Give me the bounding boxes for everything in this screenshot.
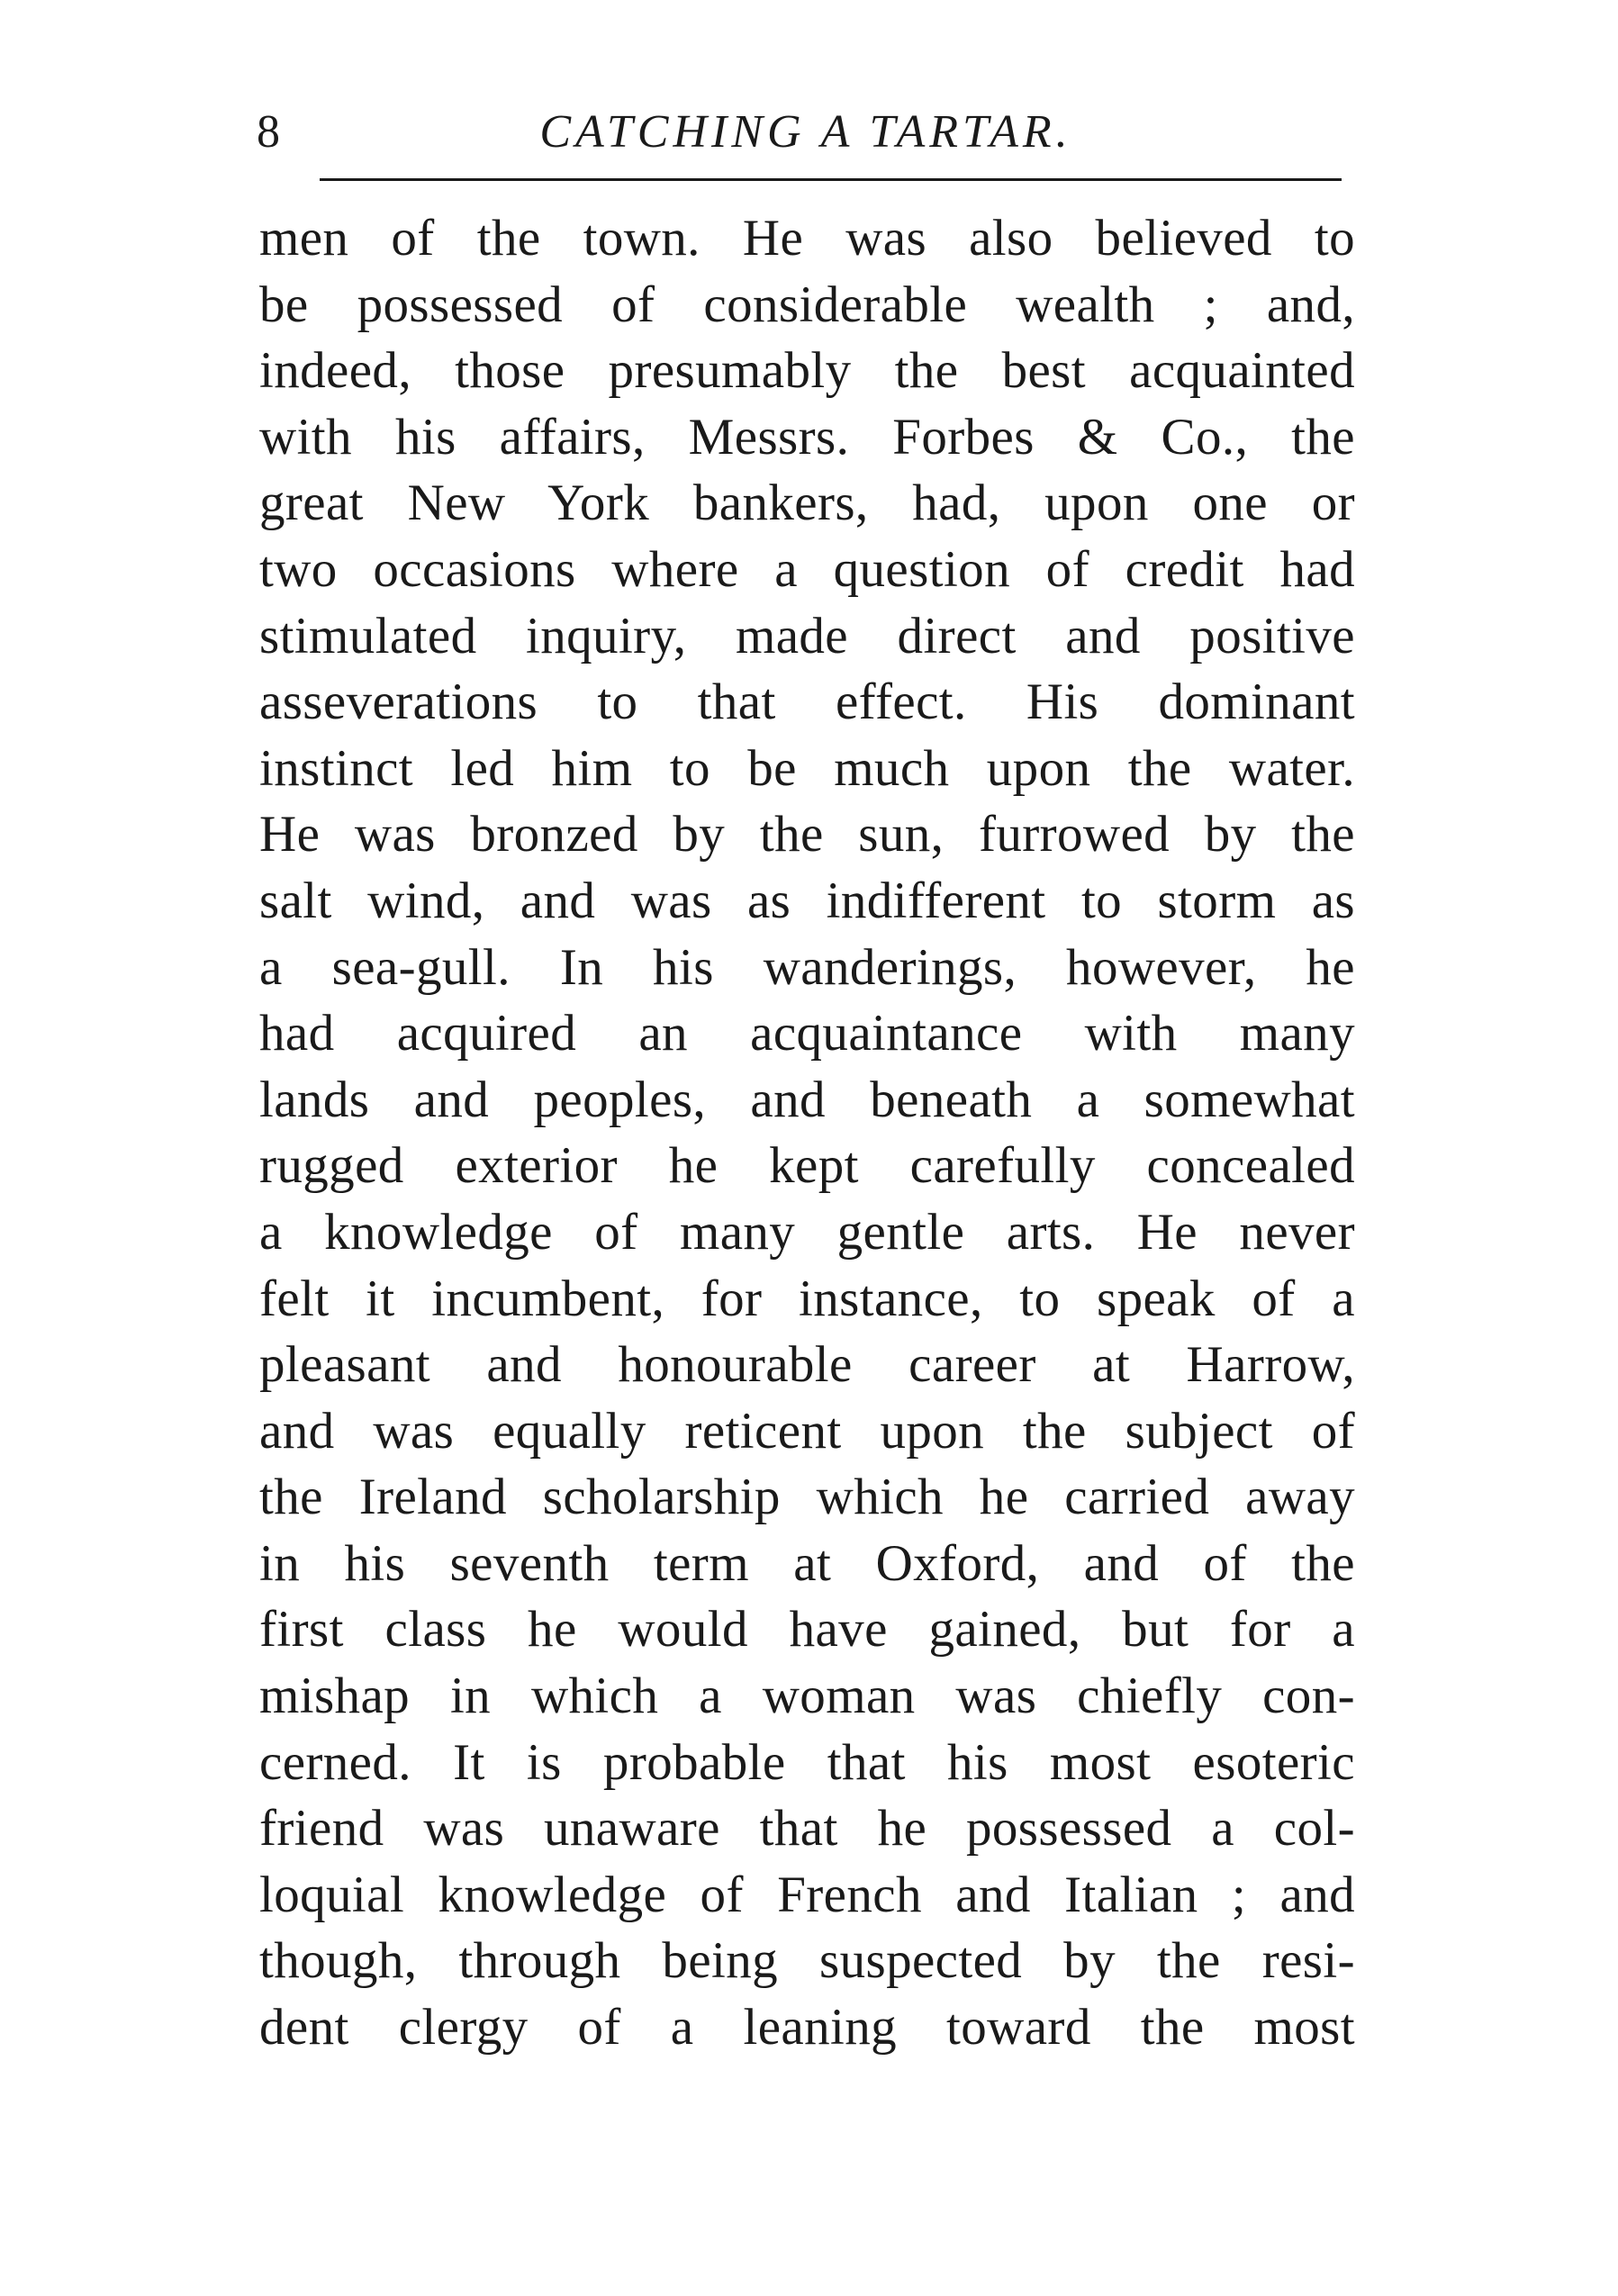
header-rule xyxy=(320,178,1342,181)
text-line: two occasions where a question of credit had xyxy=(259,540,1355,598)
text-line: felt it incumbent, for instance, to speak of a xyxy=(259,1270,1355,1327)
text-line: mishap in which a woman was chiefly con- xyxy=(259,1668,1355,1725)
text-line: the Ireland scholarship which he carried away xyxy=(259,1469,1355,1526)
text-line: cerned. It is probable that his most esoteric xyxy=(259,1733,1355,1791)
text-line: dent clergy of a leaning toward the most xyxy=(259,1999,1355,2056)
page-header xyxy=(257,101,1355,164)
text-line: and was equally reticent upon the subject of xyxy=(259,1402,1355,1460)
text-line: asseverations to that effect. His dominant xyxy=(259,673,1355,731)
text-line: He was bronzed by the sun, furrowed by the xyxy=(259,806,1355,863)
text-line: friend was unaware that he possessed a col- xyxy=(259,1800,1355,1858)
text-line: in his seventh term at Oxford, and of the xyxy=(259,1534,1355,1592)
text-line: a knowledge of many gentle arts. He never xyxy=(259,1203,1355,1261)
text-line: had acquired an acquaintance with many xyxy=(259,1005,1355,1062)
text-line: though, through being suspected by the resi- xyxy=(259,1932,1355,1990)
text-line: great New York bankers, had, upon one or xyxy=(259,475,1355,532)
text-line: men of the town. He was also believed to xyxy=(259,210,1355,267)
text-line: instinct led him to be much upon the water. xyxy=(259,739,1355,797)
text-line: first class he would have gained, but for a xyxy=(259,1601,1355,1659)
text-line: with his affairs, Messrs. Forbes & Co., the xyxy=(259,408,1355,466)
text-line: stimulated inquiry, made direct and positive xyxy=(259,607,1355,664)
text-line: indeed, those presumably the best acquainted xyxy=(259,342,1355,400)
text-line: pleasant and honourable career at Harrow, xyxy=(259,1336,1355,1394)
body-text xyxy=(259,205,1355,2061)
text-line: a sea-gull. In his wanderings, however, he xyxy=(259,938,1355,996)
text-line: loquial knowledge of French and Italian ; and xyxy=(259,1866,1355,1923)
text-line: be possessed of considerable wealth ; and, xyxy=(259,276,1355,333)
running-title: CATCHING A TARTAR. xyxy=(539,106,1072,158)
page-number: 8 xyxy=(257,106,280,158)
text-line: lands and peoples, and beneath a somewhat xyxy=(259,1071,1355,1128)
text-line: salt wind, and was as indifferent to storm as xyxy=(259,872,1355,929)
text-line: rugged exterior he kept carefully concealed xyxy=(259,1137,1355,1195)
